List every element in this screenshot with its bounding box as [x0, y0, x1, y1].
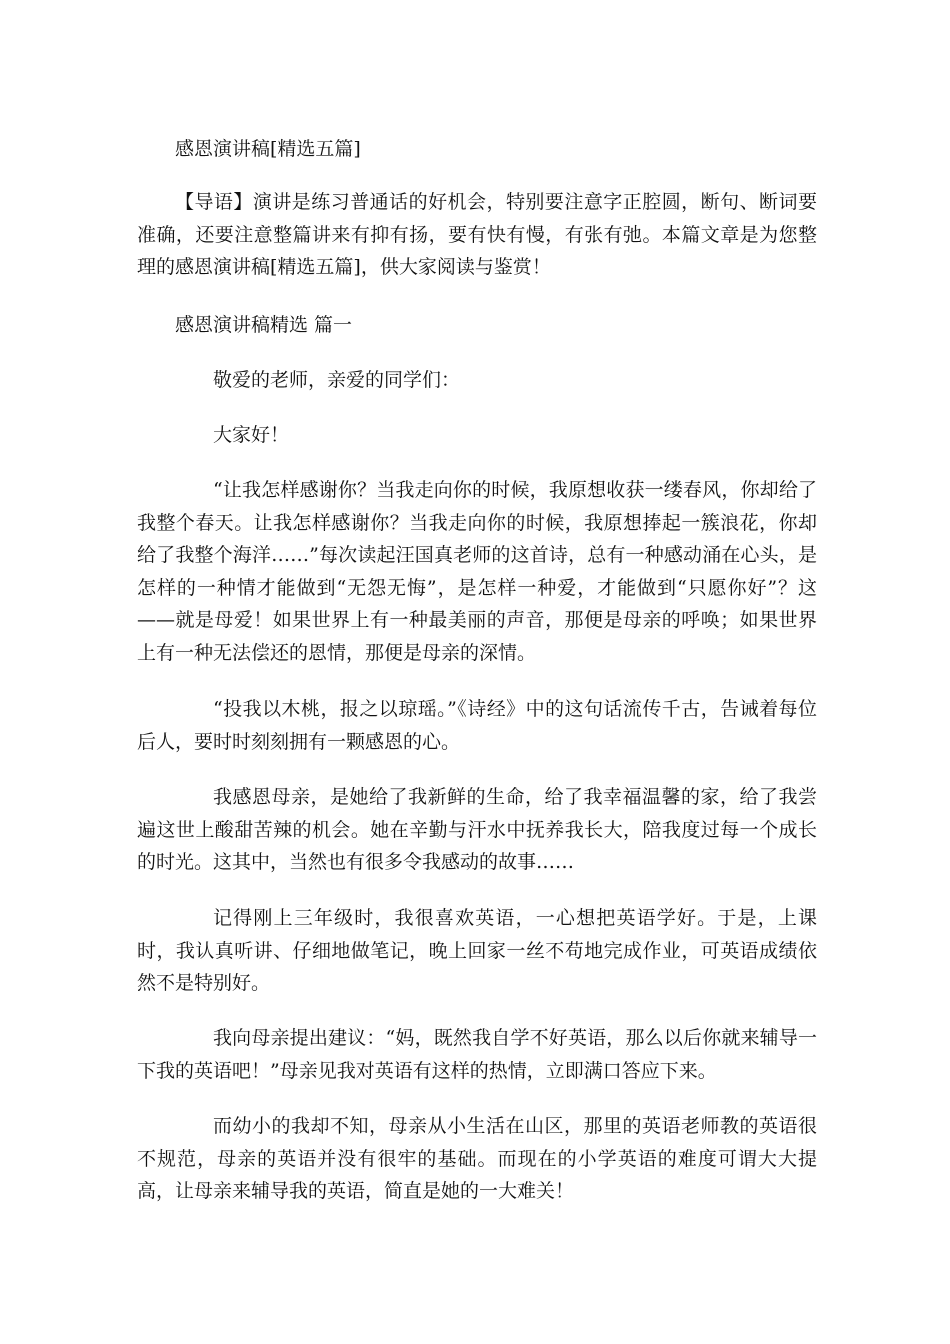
- body-paragraph-4: 记得刚上三年级时，我很喜欢英语，一心想把英语学好。于是，上课时，我认真听讲、仔细地做笔记，晚上回家一丝不苟地完成作业，可英语成绩依然不是特别好。: [137, 907, 817, 995]
- body-paragraph-1: “让我怎样感谢你？当我走向你的时候，我原想收获一缕春风，你却给了我整个春天。让我怎样感谢你？当我走向你的时候，我原想捧起一簇浪花，你却给了我整个海洋……”每次读起汪国真老师的这首诗，总有一种感动涌在心头，是怎样的一种情才能做到“无怨无悔”，是怎样一种爱，才能做到“只愿你好”？这——就是母爱！如果世界上有一种最美丽的声音，那便是母亲的呼唤；如果世界上有一种无法偿还的恩情，那便是母亲的深情。: [137, 479, 817, 664]
- body-paragraph-5: 我向母亲提出建议：“妈，既然我自学不好英语，那么以后你就来辅导一下我的英语吧！”母亲见我对英语有这样的热情，立即满口答应下来。: [137, 1027, 817, 1082]
- greeting: 大家好！: [213, 424, 290, 446]
- body-paragraph-2: “投我以木桃，报之以琼瑶。”《诗经》中的这句话流传千古，告诫着每位后人，要时时刻刻拥有一颗感恩的心。: [137, 698, 817, 753]
- document-title: 感恩演讲稿[精选五篇]: [175, 138, 361, 160]
- body-paragraph-3: 我感恩母亲，是她给了我新鲜的生命，给了我幸福温馨的家，给了我尝遍这世上酸甜苦辣的机会。她在辛勤与汗水中抚养我长大，陪我度过每一个成长的时光。这其中，当然也有很多令我感动的故事……: [137, 786, 817, 874]
- intro-paragraph: 【导语】演讲是练习普通话的好机会，特别要注意字正腔圆，断句、断词要准确，还要注意整篇讲来有抑有扬，要有快有慢，有张有弛。本篇文章是为您整理的感恩演讲稿[精选五篇]，供大家阅读与鉴赏！: [137, 191, 817, 279]
- section-heading: 感恩演讲稿精选 篇一: [175, 314, 353, 336]
- body-paragraph-6: 而幼小的我却不知，母亲从小生活在山区，那里的英语老师教的英语很不规范，母亲的英语并没有很牢的基础。而现在的小学英语的难度可谓大大提高，让母亲来辅导我的英语，简直是她的一大难关！: [137, 1115, 817, 1203]
- salutation: 敬爱的老师，亲爱的同学们：: [213, 369, 461, 391]
